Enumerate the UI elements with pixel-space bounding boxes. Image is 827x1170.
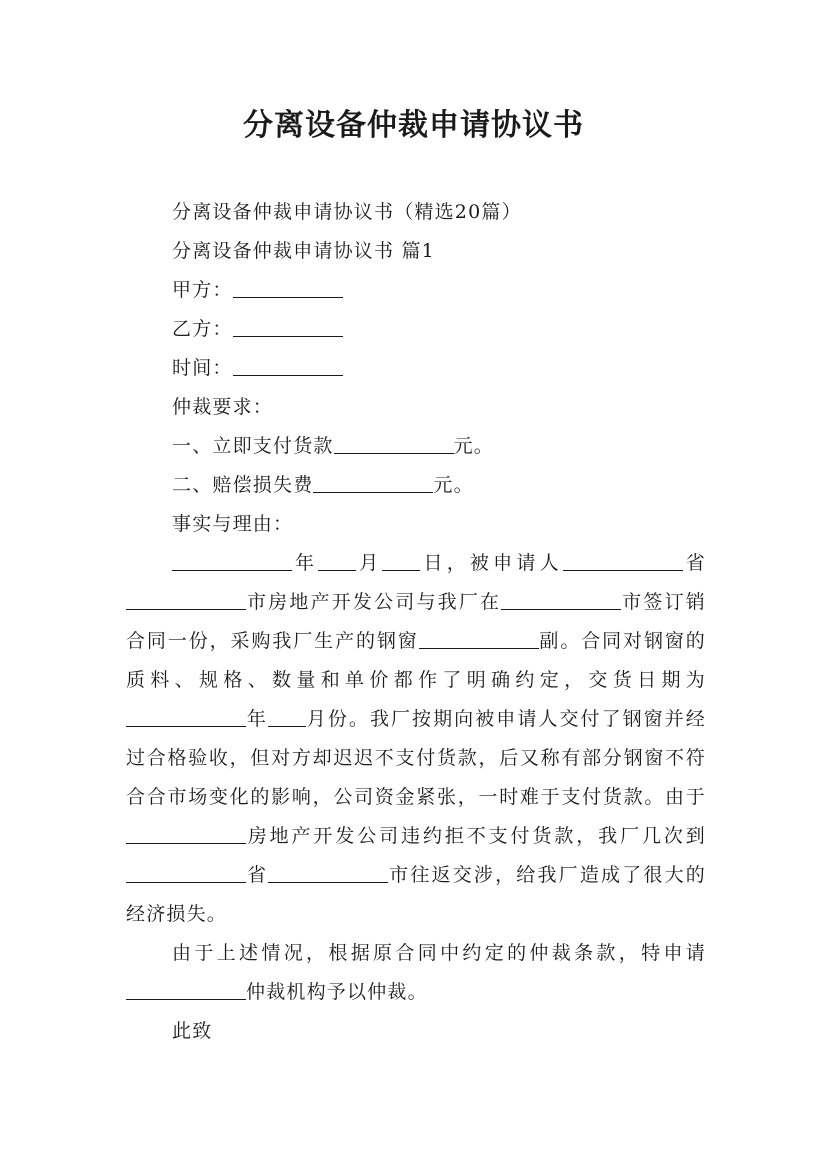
blank-line — [126, 590, 246, 610]
blank-line — [563, 551, 683, 571]
time-label: 时间： — [172, 357, 233, 379]
blank-line — [172, 551, 292, 571]
document-body — [126, 193, 706, 1051]
demand-2-unit: 元。 — [433, 474, 474, 496]
blank-line — [233, 278, 343, 298]
request-paragraph — [126, 934, 706, 1012]
facts-heading: 事实与理由： — [172, 513, 294, 535]
facts-text: 月 — [356, 552, 383, 574]
party-b-label: 乙方： — [172, 318, 233, 340]
blank-line — [318, 551, 356, 571]
facts-text: 月份。我厂按期向被申请人交付了钢窗并经过合格验收，但对方却迟迟不支付货款，后又称有部分钢窗不符合合市场变化的影响，公司资金紧张，一时难于支付货款。由于 — [126, 708, 706, 808]
party-a-label: 甲方： — [172, 279, 233, 301]
facts-text: 省 — [246, 864, 269, 886]
blank-line — [419, 629, 539, 649]
blank-line — [126, 863, 246, 883]
blank-line — [334, 434, 454, 454]
facts-text: 市往返交涉，给我厂造成了很大的经济损失。 — [126, 864, 706, 925]
blank-line — [233, 356, 343, 376]
blank-line — [268, 863, 388, 883]
blank-line — [313, 473, 433, 493]
facts-paragraph — [126, 544, 706, 934]
chapter-heading: 分离设备仲裁申请协议书 篇1 — [172, 240, 435, 262]
demand-1-unit: 元。 — [453, 435, 495, 457]
request-text: 仲裁机构予以仲裁。 — [246, 981, 428, 1003]
facts-text: 年 — [292, 552, 319, 574]
facts-text: 省 — [682, 552, 706, 574]
demand-2-text: 二、赔偿损失费 — [172, 474, 314, 496]
closing: 此致 — [172, 1020, 213, 1042]
document-title: 分离设备仲裁申请协议书 — [243, 108, 584, 143]
facts-text: 年 — [246, 708, 268, 730]
blank-line — [268, 707, 306, 727]
demand-1 — [126, 427, 706, 466]
facts-text: 市签订销合同一份，采购我厂生产的钢窗 — [126, 591, 706, 652]
demand-1-text: 一、立即支付货款 — [172, 435, 334, 457]
blank-line — [382, 551, 420, 571]
demands-heading: 仲裁要求： — [172, 396, 274, 418]
blank-line — [126, 824, 246, 844]
facts-text: 日，被申请人 — [420, 552, 563, 574]
facts-text: 房地产开发公司违约拒不支付货款，我厂几次到 — [246, 825, 706, 847]
subtitle: 分离设备仲裁申请协议书（精选20篇） — [172, 201, 522, 223]
facts-text: 市房地产开发公司与我厂在 — [246, 591, 502, 613]
blank-line — [126, 980, 246, 1000]
blank-line — [126, 707, 246, 727]
facts-text: 副。合同对钢窗的质料、规格、数量和单价都作了明确约定，交货日期为 — [126, 630, 706, 691]
demand-2 — [126, 466, 706, 505]
party-a-line — [126, 271, 706, 310]
request-text: 由于上述情况，根据原合同中约定的仲裁条款，特申请 — [172, 942, 706, 964]
blank-line — [233, 317, 343, 337]
blank-line — [501, 590, 621, 610]
time-line — [126, 349, 706, 388]
party-b-line — [126, 310, 706, 349]
